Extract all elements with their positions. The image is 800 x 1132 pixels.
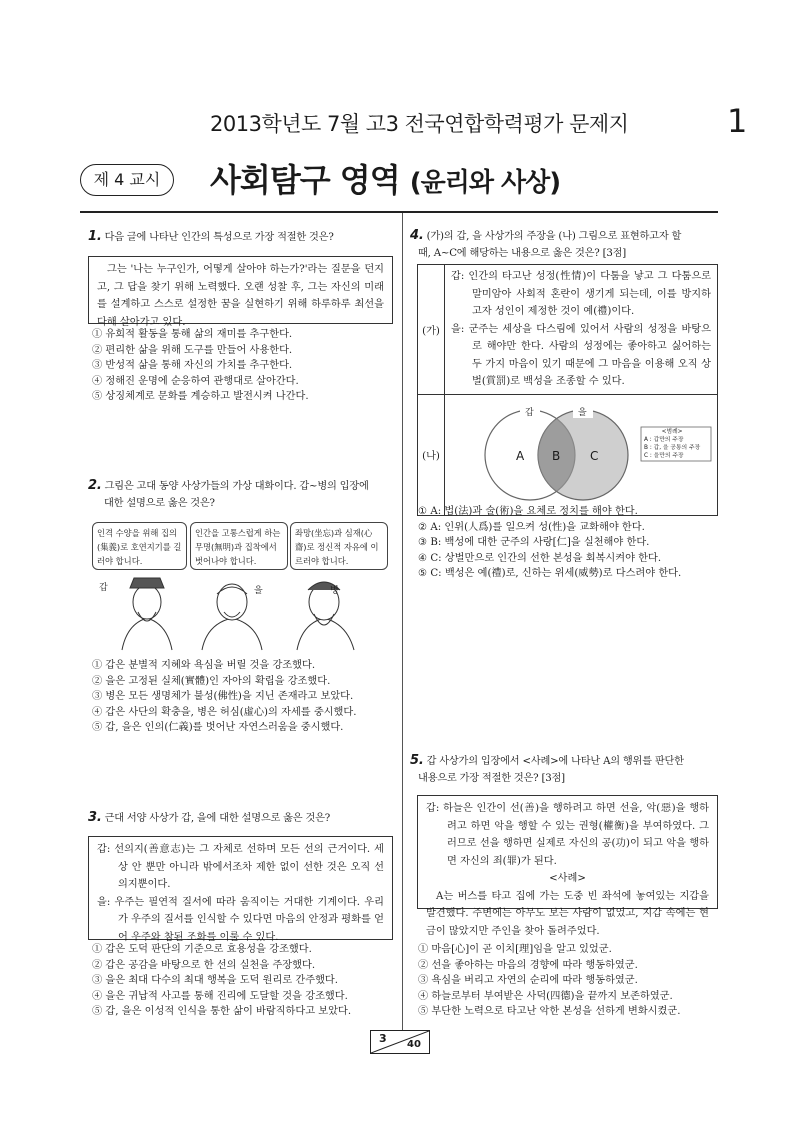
row-label-ga: (가)	[418, 265, 445, 395]
legend	[644, 428, 700, 460]
question-2-text-1: 그림은 고대 동양 사상가들의 가상 대화이다. 갑~병의 입장에	[104, 481, 369, 492]
option[interactable]: ③ 반성적 삶을 통해 자신의 가치를 추구한다.	[92, 360, 293, 372]
option[interactable]: ⑤ 부단한 노력으로 타고난 악한 본성을 선하게 변화시켰군.	[418, 1006, 681, 1018]
question-2-text-2: 대한 설명으로 옳은 것은?	[104, 498, 215, 509]
passage-gap: 갑: 하늘은 인간이 선(善)을 행하려고 하면 선을, 악(惡)을 행하려고 하면 악을 행할 수 있는 권형(權衡)을 부여하였다. 그러므로 선을 행하면 실제로 자신의 공(功)이 되고 악을 행하면 자신의 죄(罪)가 된다.	[426, 803, 709, 867]
question-4-text-1: (가)의 갑, 을 사상가의 주장을 (나) 그림으로 표현하고자 할	[426, 231, 682, 242]
option[interactable]: ② 선을 좋아하는 마음의 경향에 따라 행동하였군.	[418, 959, 638, 971]
option[interactable]: ⑤ 갑, 을은 인의(仁義)를 벗어난 자연스러움을 중시했다.	[92, 722, 344, 734]
question-3-passage	[88, 836, 393, 943]
case-title: <사례>	[549, 873, 586, 884]
option[interactable]: ⑤ C: 백성은 예(禮)로, 신하는 위세(威勢)로 다스려야 한다.	[418, 568, 682, 580]
legend-title: <범례>	[661, 428, 683, 435]
option[interactable]: ③ 을은 최대 다수의 최대 행복을 도덕 원리로 간주했다.	[92, 975, 338, 987]
venn-region-a: A	[516, 448, 525, 463]
option[interactable]: ① 갑은 분별적 지혜와 욕심을 버릴 것을 강조했다.	[92, 660, 316, 671]
option[interactable]: ③ B: 백성에 대한 군주의 사랑[仁]을 실천해야 한다.	[418, 537, 650, 549]
question-3-number: 3.	[88, 810, 102, 825]
venn-diagram-cell	[445, 394, 718, 515]
question-1-text: 다음 글에 나타난 인간의 특성으로 가장 적절한 것은?	[104, 232, 334, 243]
question-5-prompt	[410, 752, 718, 787]
question-1-prompt	[88, 228, 393, 246]
question-1-passage: 그는 '나는 누구인가, 어떻게 살아야 하는가?'라는 질문을 던지고, 그 답을 찾기 위해 노력했다. 오랜 성찰 후, 그는 자신의 미래를 설계하고 스스로 설정한 꿈을 실현하기 위해 하루하루 최선을 다해 살아가고 있다.	[88, 256, 393, 324]
page-current: 3	[379, 1032, 387, 1045]
question-3-text: 근대 서양 사상가 갑, 을에 대한 설명으로 옳은 것은?	[104, 813, 331, 824]
subject-sub: (윤리와 사상)	[409, 168, 561, 198]
question-1-number: 1.	[88, 229, 102, 244]
passage-gap: 갑: 선의지(善意志)는 그 자체로 선하며 모든 선의 근거이다. 세상 안 뿐만 아니라 밖에서조차 제한 없이 선한 것은 오직 선의지뿐이다.	[97, 844, 384, 890]
venn-label-gap: 갑	[525, 407, 534, 418]
venn-region-c: C	[590, 448, 599, 463]
speech-bubble-byeong: 좌망(坐忘)과 심재(心齋)로 정신적 자유에 이르러야 합니다.	[290, 522, 388, 570]
page-counter	[370, 1030, 430, 1054]
legend-item: C : 을만의 주장	[644, 452, 684, 459]
question-4-text-2: 때, A~C에 해당하는 내용으로 옳은 것은? [3점]	[418, 248, 627, 259]
option[interactable]: ⑤ 갑, 을은 이성적 인식을 통한 삶이 바람직하다고 보았다.	[92, 1006, 352, 1018]
option[interactable]: ② 을은 고정된 실체(實體)인 자아의 확립을 강조했다.	[92, 675, 331, 687]
question-2-number: 2.	[88, 478, 102, 493]
option[interactable]: ② A: 인위(人爲)를 일으켜 성(性)을 교화해야 한다.	[418, 521, 645, 533]
exam-title: 2013학년도 7월 고3 전국연합학력평가 문제지	[210, 112, 629, 136]
option[interactable]: ⑤ 상징체계로 문화를 계승하고 발전시켜 나간다.	[92, 391, 309, 403]
question-4-passage	[445, 265, 718, 395]
question-1-options	[92, 327, 309, 405]
speech-bubble-gap: 인격 수양을 위해 집의(集義)로 호연지기를 길러야 합니다.	[92, 522, 187, 570]
subject-title	[210, 155, 560, 201]
option[interactable]: ④ 을은 귀납적 사고를 통해 진리에 도달할 것을 강조했다.	[92, 990, 348, 1002]
question-2-prompt	[88, 477, 393, 512]
option[interactable]: ④ 하늘로부터 부여받은 사덕(四德)을 끝까지 보존하였군.	[418, 990, 673, 1002]
option[interactable]: ④ C: 상벌만으로 인간의 선한 본성을 회복시켜야 한다.	[418, 552, 662, 564]
thinkers-illustration	[92, 572, 392, 652]
figure-label-byeong: 병	[330, 586, 339, 596]
question-4-number: 4.	[410, 228, 424, 243]
passage-eul: 을: 군주는 세상을 다스림에 있어서 사람의 성정을 바탕으로 해야만 한다. 사람의 성정에는 좋아하고 싫어하는 두 가지 마음이 있기 때문에 그 마음을 이용해 오직 상벌(賞罰)로 백성을 조종할 수 있다.	[451, 323, 711, 387]
page-total: 40	[407, 1039, 421, 1050]
row-label-na: (나)	[418, 394, 445, 515]
period-badge: 제 4 교시	[80, 164, 174, 196]
venn-label-eul: 을	[578, 407, 587, 418]
option[interactable]: ③ 병은 모든 생명체가 불성(佛性)을 지닌 존재라고 보았다.	[92, 691, 354, 703]
question-5-number: 5.	[410, 753, 424, 768]
question-5-options	[418, 942, 680, 1020]
option[interactable]: ① 마음[心]이 곧 이치[理]임을 알고 있었군.	[418, 944, 612, 955]
passage-eul: 을: 우주는 필연적 질서에 따라 움직이는 거대한 기계이다. 우리가 우주의 질서를 인식할 수 있다면 마음의 안정과 평화를 얻어 우주와 참된 조화를 이룰 수 있다.	[97, 896, 384, 943]
question-3-prompt	[88, 809, 393, 827]
option[interactable]: ③ 욕심을 버리고 자연의 순리에 따라 행동하였군.	[418, 975, 638, 987]
option[interactable]: ④ 정해진 운명에 순응하여 관행대로 살아간다.	[92, 375, 299, 387]
legend-item: B : 갑, 을 공통의 주장	[644, 444, 701, 451]
option[interactable]: ② 갑은 공감을 바탕으로 한 선의 실천을 주장했다.	[92, 959, 316, 971]
option[interactable]: ① A: 법(法)과 술(術)을 요체로 정치를 해야 한다.	[418, 506, 638, 517]
legend-item: A : 갑만의 주장	[644, 436, 684, 443]
figure-label-eul: 을	[254, 586, 263, 596]
option[interactable]: ① 갑은 도덕 판단의 기준으로 효용성을 강조했다.	[92, 944, 312, 955]
column-divider	[402, 213, 403, 1031]
question-4-prompt	[410, 227, 718, 262]
case-text: A는 버스를 타고 집에 가는 도중 빈 좌석에 놓여있는 지갑을 발견했다. 주변에는 아무도 보는 사람이 없었고, 지갑 속에는 현금이 많았지만 주인을 찾아 돌려주었다.	[426, 890, 709, 937]
header-rule	[80, 211, 718, 213]
subject-main: 사회탐구 영역	[210, 161, 400, 199]
question-5-passage	[417, 795, 718, 937]
question-3-options	[92, 942, 351, 1020]
question-5-text-1: 갑 사상가의 입장에서 <사례>에 나타난 A의 행위를 판단한	[426, 756, 684, 767]
question-2-options	[92, 658, 356, 736]
option[interactable]: ④ 갑은 사단의 확충을, 병은 허심(虛心)의 자세를 중시했다.	[92, 706, 357, 718]
page-number: 1	[727, 102, 748, 140]
question-4-table	[417, 264, 718, 516]
speech-bubble-eul: 인간을 고통스럽게 하는 무명(無明)과 집착에서 벗어나야 합니다.	[190, 522, 288, 570]
venn-region-b: B	[552, 448, 561, 463]
question-4-options	[418, 504, 681, 582]
passage-gap: 갑: 인간의 타고난 성정(性情)이 다툼을 낳고 그 다툼으로 말미암아 사회적 혼란이 생기게 되는데, 이를 방지하고자 성인이 제정한 것이 예(禮)이다.	[451, 271, 711, 317]
figure-label-gap: 갑	[99, 583, 108, 593]
question-5-text-2: 내용으로 가장 적절한 것은? [3점]	[418, 773, 565, 784]
option[interactable]: ① 유희적 활동을 통해 삶의 재미를 추구한다.	[92, 329, 293, 340]
option[interactable]: ② 편리한 삶을 위해 도구를 만들어 사용한다.	[92, 344, 293, 356]
